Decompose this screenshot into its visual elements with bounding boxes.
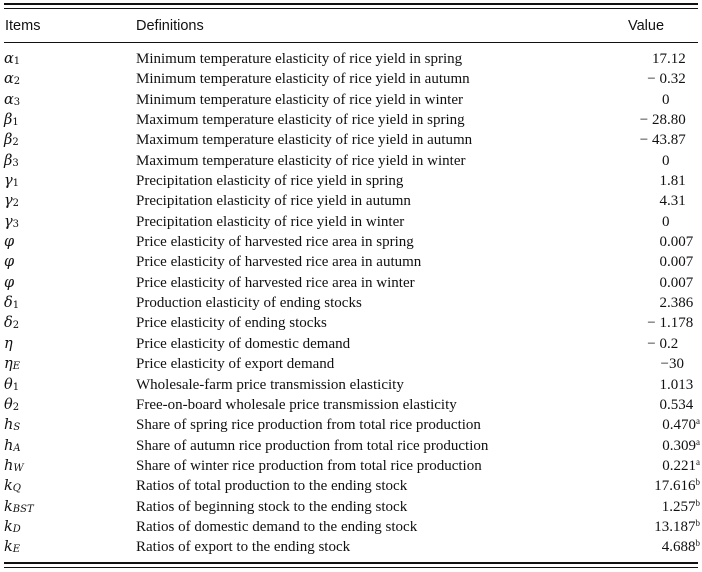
symbol-subscript: A: [13, 442, 21, 454]
symbol-subscript: 1: [12, 381, 20, 393]
symbol-subscript: 2: [13, 76, 21, 88]
value-cell: [662, 456, 700, 477]
symbol-letter: α: [4, 51, 14, 67]
value-cell: [647, 313, 693, 333]
table-row: [0, 130, 702, 150]
item-symbol: [4, 476, 21, 498]
value-cell: [660, 273, 694, 293]
definition-cell: Maximum temperature elasticity of rice yield in spring: [136, 112, 465, 129]
item-symbol: [4, 151, 19, 173]
value-cell: [640, 110, 686, 130]
symbol-letter: α: [4, 71, 14, 88]
symbol-letter: β: [4, 132, 13, 149]
definition-cell: Precipitation elasticity of rice yield in spring: [136, 173, 404, 190]
value-cell: [660, 395, 694, 415]
symbol-subscript: Q: [12, 483, 21, 495]
value-cell: [647, 334, 678, 354]
value-number: 2.386: [659, 295, 694, 312]
symbol-letter: h: [4, 437, 14, 454]
table-row: [0, 436, 702, 456]
value-number: 4.31: [659, 193, 686, 210]
value-number: 0: [662, 213, 670, 230]
symbol-subscript: BST: [12, 503, 34, 515]
value-cell: [662, 212, 670, 232]
item-symbol: [4, 497, 34, 519]
table-row: [0, 49, 702, 69]
item-symbol: [4, 313, 19, 335]
value-cell: [662, 90, 670, 110]
value-cell: [662, 151, 670, 171]
definition-cell: Price elasticity of harvested rice area in autumn: [136, 254, 422, 271]
value-number: 13.187: [654, 518, 696, 535]
item-symbol: [4, 334, 13, 354]
value-number: 0: [662, 91, 670, 108]
symbol-subscript: 2: [12, 198, 20, 210]
table-row: [0, 90, 702, 110]
table-body: [0, 49, 702, 558]
value-cell: [654, 476, 700, 497]
table-row: [0, 415, 702, 435]
symbol-letter: θ: [4, 396, 13, 413]
item-symbol: [4, 375, 19, 397]
item-symbol: [4, 456, 24, 478]
symbol-subscript: 3: [12, 218, 20, 230]
item-symbol: [4, 273, 14, 293]
symbol-letter: k: [4, 498, 13, 515]
table-row: [0, 69, 702, 89]
item-symbol: [4, 212, 19, 234]
value-number: 1.013: [659, 376, 694, 393]
item-symbol: [4, 171, 19, 193]
symbol-letter: β: [4, 112, 13, 129]
value-footnote: a: [696, 416, 700, 427]
symbol-letter: γ: [4, 213, 13, 230]
symbol-letter: φ: [4, 234, 15, 251]
definition-cell: Share of autumn rice production from total rice production: [136, 437, 489, 454]
table-top-rule-inner: [4, 8, 698, 9]
item-symbol: [4, 415, 20, 437]
value-number: 4.688: [661, 539, 696, 556]
table-top-rule: [4, 3, 698, 5]
item-symbol: [4, 110, 19, 132]
symbol-letter: k: [4, 539, 13, 556]
symbol-letter: δ: [4, 315, 13, 332]
definition-cell: Share of winter rice production from total rice production: [136, 457, 482, 474]
value-cell: [662, 497, 700, 518]
symbol-letter: γ: [4, 193, 13, 210]
symbol-letter: η: [4, 356, 13, 373]
header-value: Value: [628, 18, 665, 34]
item-symbol: [4, 252, 14, 272]
table-row: [0, 537, 702, 557]
value-number: 0.007: [659, 234, 694, 251]
symbol-letter: k: [4, 478, 13, 495]
table-row: [0, 497, 702, 517]
definition-cell: Ratios of beginning stock to the ending stock: [136, 498, 408, 515]
symbol-letter: η: [4, 335, 13, 352]
value-cell: [662, 436, 700, 457]
item-symbol: [4, 293, 19, 315]
header-definitions: Definitions: [136, 18, 204, 34]
symbol-letter: h: [4, 417, 14, 434]
item-symbol: [4, 436, 21, 458]
definition-cell: Maximum temperature elasticity of rice yield in winter: [136, 152, 466, 169]
header-rule: [4, 42, 698, 43]
value-cell: [647, 69, 685, 89]
value-footnote: b: [695, 477, 700, 488]
value-cell: [640, 130, 686, 150]
symbol-subscript: S: [13, 422, 21, 434]
table-row: [0, 456, 702, 476]
definition-cell: Precipitation elasticity of rice yield in winter: [136, 213, 405, 230]
value-number: 0.470: [662, 417, 696, 434]
symbol-letter: δ: [4, 295, 13, 312]
symbol-subscript: 1: [13, 56, 21, 67]
value-number: 0.309: [662, 437, 696, 454]
value-cell: [662, 537, 700, 558]
item-symbol: [4, 537, 20, 559]
symbol-subscript: 2: [12, 401, 20, 413]
value-cell: [654, 517, 700, 538]
definition-cell: Precipitation elasticity of rice yield in autumn: [136, 193, 411, 210]
symbol-letter: β: [4, 152, 13, 169]
value-cell: [660, 375, 694, 395]
table-row: [0, 232, 702, 252]
table-row: [0, 151, 702, 171]
table-row: [0, 212, 702, 232]
value-cell: [660, 232, 694, 252]
header-items: Items: [5, 18, 41, 34]
definition-cell: Free-on-board wholesale price transmission elasticity: [136, 396, 457, 413]
symbol-letter: φ: [4, 254, 15, 271]
symbol-subscript: 1: [12, 300, 20, 312]
definition-cell: Ratios of export to the ending stock: [136, 539, 351, 556]
symbol-subscript: E: [12, 361, 20, 373]
value-number: 17.616: [654, 478, 696, 495]
definition-cell: Ratios of total production to the ending stock: [136, 478, 408, 495]
value-number: 0.534: [659, 396, 694, 413]
symbol-letter: k: [4, 518, 13, 535]
value-cell: [660, 252, 694, 272]
item-symbol: [4, 191, 19, 213]
value-cell: [652, 49, 686, 69]
symbol-letter: h: [4, 457, 14, 474]
symbol-subscript: D: [12, 523, 21, 535]
symbol-letter: γ: [4, 173, 13, 190]
value-cell: [662, 415, 700, 436]
definition-cell: Wholesale-farm price transmission elasticity: [136, 376, 404, 393]
item-symbol: [4, 232, 14, 252]
table-bottom-rule-inner: [4, 567, 698, 568]
value-cell: [660, 293, 694, 313]
table-row: [0, 334, 702, 354]
definition-cell: Production elasticity of ending stocks: [136, 295, 362, 312]
symbol-subscript: 1: [12, 117, 19, 129]
value-number: − 28.80: [639, 112, 686, 129]
table-row: [0, 476, 702, 496]
value-cell: [661, 354, 684, 374]
definition-cell: Price elasticity of domestic demand: [136, 335, 351, 352]
definition-cell: Price elasticity of harvested rice area in winter: [136, 274, 415, 291]
value-number: 0.221: [662, 457, 696, 474]
definition-cell: Price elasticity of harvested rice area in spring: [136, 234, 414, 251]
table-row: [0, 517, 702, 537]
value-footnote: a: [696, 456, 700, 467]
value-number: − 0.2: [647, 335, 679, 352]
table-row: [0, 273, 702, 293]
definition-cell: Price elasticity of export demand: [136, 356, 335, 373]
value-number: −30: [660, 356, 684, 373]
table-bottom-rule: [4, 562, 698, 564]
definition-cell: Maximum temperature elasticity of rice yield in autumn: [136, 132, 473, 149]
table-row: [0, 395, 702, 415]
symbol-letter: φ: [4, 274, 15, 291]
item-symbol: [4, 130, 19, 152]
definition-cell: Ratios of domestic demand to the ending stock: [136, 518, 418, 535]
value-number: 0.007: [659, 274, 694, 291]
symbol-subscript: 3: [12, 157, 19, 169]
item-symbol: [4, 69, 20, 91]
value-number: − 1.178: [647, 315, 694, 332]
table-row: [0, 191, 702, 211]
value-footnote: a: [696, 436, 700, 447]
table-header: [0, 18, 702, 36]
table-row: [0, 252, 702, 272]
value-cell: [660, 171, 686, 191]
table-row: [0, 375, 702, 395]
table-row: [0, 313, 702, 333]
item-symbol: [4, 49, 20, 71]
definition-cell: Minimum temperature elasticity of rice yield in autumn: [136, 71, 470, 88]
definition-cell: Share of spring rice production from total rice production: [136, 417, 481, 434]
value-footnote: b: [695, 538, 700, 549]
symbol-letter: α: [4, 91, 14, 108]
table-row: [0, 354, 702, 374]
value-number: 17.12: [652, 51, 686, 67]
item-symbol: [4, 395, 19, 417]
value-footnote: b: [695, 517, 700, 528]
value-number: − 0.32: [647, 71, 686, 88]
value-number: 1.257: [661, 498, 696, 515]
definition-cell: Price elasticity of ending stocks: [136, 315, 327, 332]
definition-cell: Minimum temperature elasticity of rice yield in winter: [136, 91, 463, 108]
value-number: − 43.87: [639, 132, 686, 149]
item-symbol: [4, 517, 21, 539]
item-symbol: [4, 354, 20, 376]
symbol-subscript: 2: [12, 137, 19, 149]
symbol-subscript: 2: [12, 320, 20, 332]
table-row: [0, 293, 702, 313]
table-row: [0, 110, 702, 130]
symbol-subscript: 1: [12, 178, 20, 190]
definition-cell: Minimum temperature elasticity of rice yield in spring: [136, 51, 463, 67]
symbol-subscript: E: [12, 544, 21, 556]
item-symbol: [4, 90, 20, 112]
value-cell: [660, 191, 686, 211]
symbol-letter: θ: [4, 376, 13, 393]
value-footnote: b: [695, 497, 700, 508]
table-row: [0, 171, 702, 191]
symbol-subscript: 3: [13, 96, 21, 108]
value-number: 0: [662, 152, 670, 169]
value-number: 1.81: [659, 173, 686, 190]
symbol-subscript: W: [13, 462, 24, 474]
value-number: 0.007: [659, 254, 694, 271]
